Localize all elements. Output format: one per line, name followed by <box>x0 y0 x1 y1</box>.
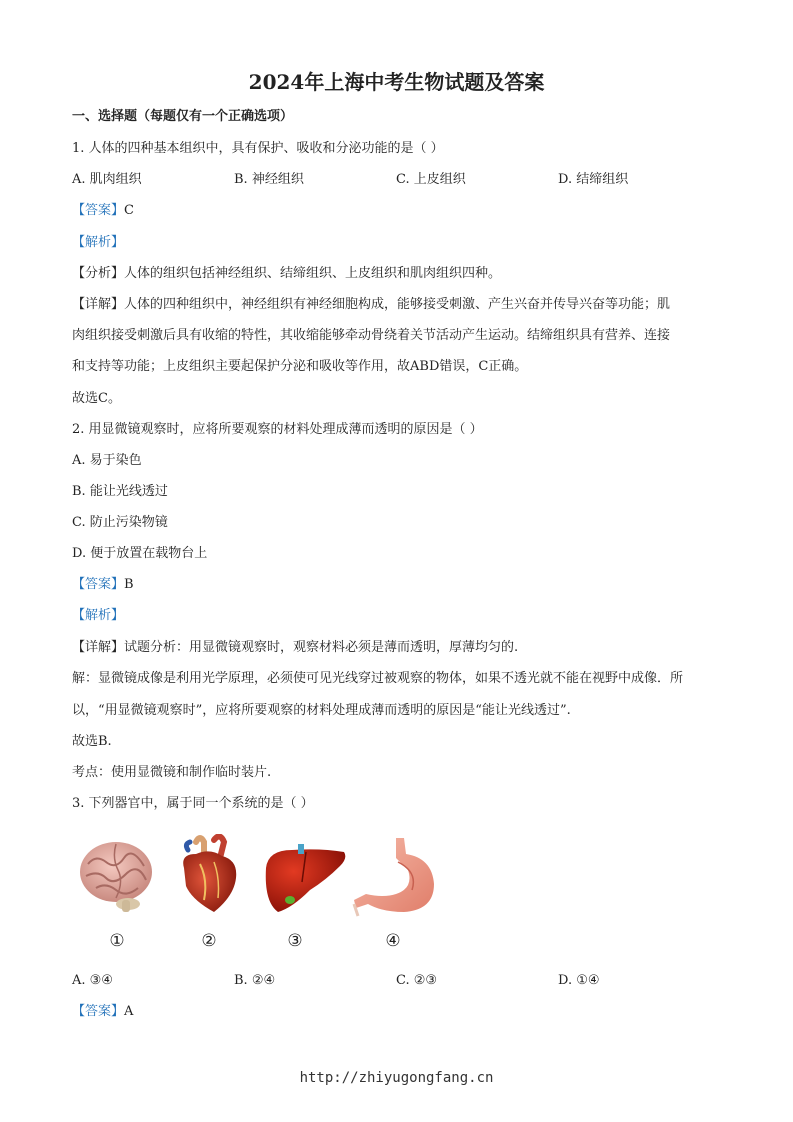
detail-tag: 【详解】 <box>72 297 125 312</box>
answer-value: A <box>124 1004 134 1019</box>
q3-option-c: C. ②③ <box>396 973 438 988</box>
q2-option-d: D. 便于放置在载物台上 <box>72 546 208 561</box>
brain-icon <box>76 834 156 914</box>
stomach-icon <box>352 834 438 918</box>
q2-conclusion: 故选B. <box>72 734 112 749</box>
q2-answer <box>72 576 134 594</box>
liver-icon <box>262 842 348 916</box>
q3-answer <box>72 1003 133 1021</box>
q1-stem: 1. 人体的四种基本组织中，具有保护、吸收和分泌功能的是（ ） <box>72 141 444 156</box>
q1-fenxi <box>72 265 501 283</box>
q1-detail-line-3: 和支持等功能；上皮组织主要起保护分泌和吸收等作用，故ABD错误，C正确。 <box>72 359 528 374</box>
q2-option-a: A. 易于染色 <box>72 453 142 468</box>
footer-url: http://zhiyugongfang.cn <box>299 1070 494 1086</box>
q1-analysis-tag: 【解析】 <box>72 235 125 250</box>
page-title: 2024年上海中考生物试题及答案 <box>248 70 545 94</box>
heart-icon <box>174 834 244 916</box>
q3-option-d: D. ①④ <box>558 973 600 988</box>
figure-label-2: ② <box>201 931 217 951</box>
q3-option-a: A. ③④ <box>72 973 113 988</box>
figure-label-1: ① <box>109 931 125 951</box>
q1-detail-line-1 <box>72 296 670 314</box>
answer-tag: 【答案】 <box>72 577 125 592</box>
answer-tag: 【答案】 <box>72 1004 125 1019</box>
figure-label-3: ③ <box>287 931 303 951</box>
q1-detail-line-2: 肉组织接受刺激后具有收缩的特性，其收缩能够牵动骨绕着关节活动产生运动。结缔组织具有营养、连接 <box>72 328 671 343</box>
figure-label-4: ④ <box>385 931 401 951</box>
q2-point: 考点：使用显微镜和制作临时装片. <box>72 765 272 780</box>
answer-value: B <box>124 577 134 592</box>
q3-option-b: B. ②④ <box>234 973 276 988</box>
detail-text: 人体的四种组织中，神经组织有神经细胞构成，能够接受刺激、产生兴奋并传导兴奋等功能；肌 <box>124 297 671 312</box>
q2-explain-line-2: 以，“用显微镜观察时”，应将所要观察的材料处理成薄而透明的原因是“能让光线透过”. <box>72 703 571 718</box>
detail-text: 试题分析：用显微镜观察时，观察材料必须是薄而透明，厚薄均匀的. <box>124 640 519 655</box>
answer-value: C <box>124 203 134 218</box>
detail-tag: 【详解】 <box>72 640 125 655</box>
answer-tag: 【答案】 <box>72 203 125 218</box>
q1-option-d: D. 结缔组织 <box>558 172 629 187</box>
q1-option-b: B. 神经组织 <box>234 172 304 187</box>
section-heading: 一、选择题（每题仅有一个正确选项） <box>72 109 294 124</box>
q2-stem: 2. 用显微镜观察时，应将所要观察的材料处理成薄而透明的原因是（ ） <box>72 422 483 437</box>
fenxi-tag: 【分析】 <box>72 266 125 281</box>
q1-option-a: A. 肌肉组织 <box>72 172 142 187</box>
q3-stem: 3. 下列器官中，属于同一个系统的是（ ） <box>72 796 314 811</box>
q2-option-c: C. 防止污染物镜 <box>72 515 168 530</box>
q2-explain-line-1: 解：显微镜成像是利用光学原理，必须使可见光线穿过被观察的物体，如果不透光就不能在视野中成像．所 <box>72 671 684 686</box>
fenxi-text: 人体的组织包括神经组织、结缔组织、上皮组织和肌肉组织四种。 <box>124 266 502 281</box>
q1-option-c: C. 上皮组织 <box>396 172 466 187</box>
q2-analysis-tag: 【解析】 <box>72 608 125 623</box>
q1-answer <box>72 202 134 220</box>
q2-detail <box>72 639 518 657</box>
q1-conclusion: 故选C。 <box>72 391 121 406</box>
q2-option-b: B. 能让光线透过 <box>72 484 168 499</box>
